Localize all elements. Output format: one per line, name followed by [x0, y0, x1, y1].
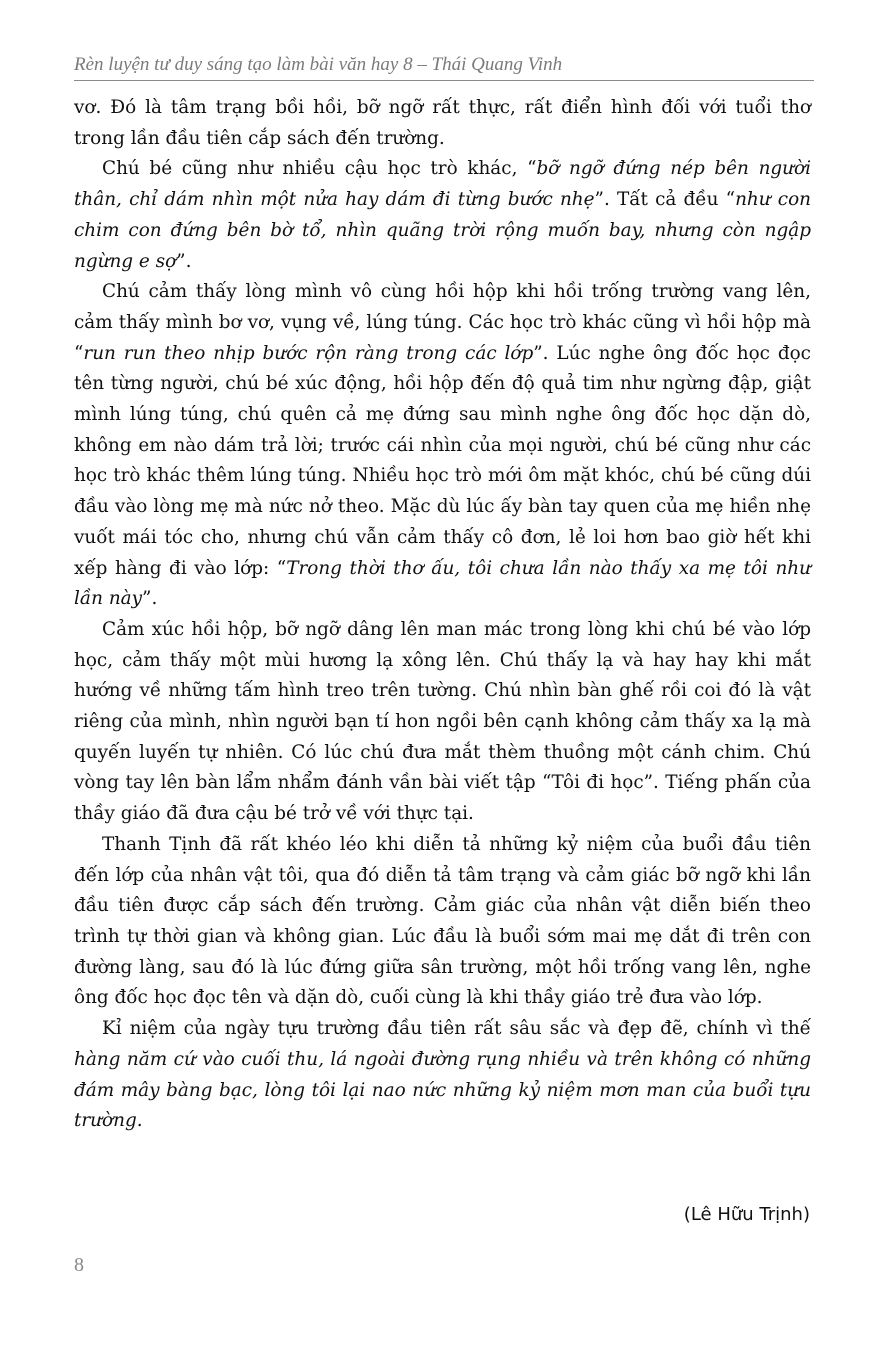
text-segment: Chú bé cũng như nhiều cậu học trò khác, “	[102, 158, 537, 180]
quote-segment: như con chim con đứng bên bờ tổ, nhìn quãng trời rộng muốn bay, nhưng còn ngập ngừng e sợ	[74, 189, 811, 272]
paragraph	[74, 277, 811, 615]
quote-segment: Trong thời thơ ấu, tôi chưa lần nào thấy xa mẹ tôi như lần này	[74, 557, 811, 610]
text-segment: Cảm xúc hồi hộp, bỡ ngỡ dâng lên man mác trong lòng khi chú bé vào lớp học, cảm thấy một mùi hương lạ xông lên. Chú thấy lạ và hay hay khi mắt hướng về những tấm hình treo trên tường. Chú nhìn bàn ghế rồi coi đó là vật riêng của mình, nhìn người bạn tí hon ngồi bên cạnh không cảm thấy xa lạ mà quyến luyến tự nhiên. Có lúc chú đưa mắt thèm thuồng một cánh chim. Chú vòng tay lên bàn lẩm nhẩm đánh vần bài viết tập “Tôi đi học”. Tiếng phấn của thầy giáo đã đưa cậu bé trở về với thực tại.	[74, 618, 811, 825]
text-segment: ”. Tất cả đều “	[594, 189, 736, 211]
paragraph	[74, 1014, 811, 1137]
text-segment: ”. Lúc nghe ông đốc học đọc tên từng người, chú bé xúc động, hồi hộp đến độ quả tim như ngừng đập, giật mình lúng túng, chú quên cả mẹ đứng sau mình nghe ông đốc học dặn dò, không em nào dám trả lời; trước cái nhìn của mọi người, chú bé cũng như các học trò khác thêm lúng túng. Nhiều học trò mới ôm mặt khóc, chú bé cũng dúi đầu vào lòng mẹ mà nức nở theo. Mặc dù lúc ấy bàn tay quen của mẹ hiền nhẹ vuốt mái tóc cho, nhưng chú vẫn cảm thấy cô đơn, lẻ loi hơn bao giờ hết khi xếp hàng đi vào lớp: “	[74, 342, 811, 579]
paragraph	[74, 154, 811, 277]
paragraph	[74, 93, 811, 154]
page-body	[74, 93, 811, 1137]
quote-segment: run run theo nhịp bước rộn ràng trong các lớp	[83, 342, 534, 364]
running-header: Rèn luyện tư duy sáng tạo làm bài văn hay 8 – Thái Quang Vinh	[74, 54, 563, 75]
text-segment: vơ. Đó là tâm trạng bồi hồi, bỡ ngỡ rất thực, rất điển hình đối với tuổi thơ trong lần đầu tiên cắp sách đến trường.	[74, 97, 811, 149]
quote-segment: hàng năm cứ vào cuối thu, lá ngoài đường rụng nhiều và trên không có những đám mây bàng bạc, lòng tôi lại nao nức những kỷ niệm mơn man của buổi tựu trường.	[74, 1048, 811, 1132]
paragraph	[74, 830, 811, 1014]
attribution: (Lê Hữu Trịnh)	[683, 1204, 810, 1225]
header-divider	[74, 80, 814, 81]
quote-segment: bỡ ngỡ đứng nép bên người thân, chỉ dám nhìn một nửa hay dám đi từng bước nhẹ	[74, 158, 811, 211]
page-number: 8	[74, 1254, 84, 1276]
text-segment: Thanh Tịnh đã rất khéo léo khi diễn tả những kỷ niệm của buổi đầu tiên đến lớp của nhân vật tôi, qua đó diễn tả tâm trạng và cảm giác bỡ ngỡ khi lần đầu tiên được cắp sách đến trường. Cảm giác của nhân vật diễn biến theo trình tự thời gian và không gian. Lúc đầu là buổi sớm mai mẹ dắt đi trên con đường làng, sau đó là lúc đứng giữa sân trường, một hồi trống vang lên, nghe ông đốc học đọc tên và dặn dò, cuối cùng là khi thầy giáo trẻ đưa vào lớp.	[74, 833, 811, 1009]
text-segment: Kỉ niệm của ngày tựu trường đầu tiên rất sâu sắc và đẹp đẽ, chính vì thế	[102, 1018, 811, 1040]
text-segment: ”.	[176, 250, 192, 272]
text-segment: Chú cảm thấy lòng mình vô cùng hồi hộp khi hồi trống trường vang lên, cảm thấy mình bơ vơ, vụng về, lúng túng. Các học trò khác cũng vì hồi hộp mà “	[74, 281, 811, 364]
text-segment: ”.	[142, 588, 158, 610]
paragraph	[74, 615, 811, 830]
